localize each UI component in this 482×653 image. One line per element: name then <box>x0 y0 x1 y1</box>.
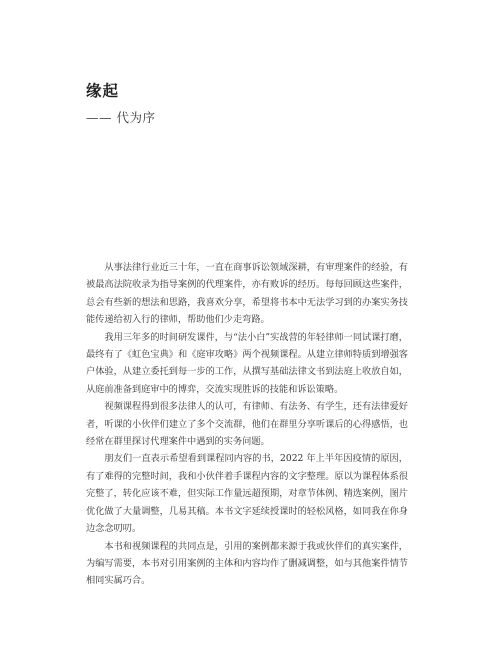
chapter-subtitle: —— 代为序 <box>86 110 156 125</box>
preface-body <box>86 259 408 590</box>
paragraph: 朋友们一直表示希望看到课程同内容的书，2022 年上半年因疫情的原因，有了难得的完整时间，我和小伙伴着手课程内容的文字整理。原以为课程体系很完整了，转化应该不难，但实际工作量远超预期，对章节体例、精选案例，图片优化做了大量调整，几易其稿。本书文字延续授课时的轻松风格，如同我在你身边念念叨叨。 <box>86 453 408 535</box>
chapter-title: 缘起 <box>86 81 120 100</box>
paragraph: 我用三年多的时间研发课件，与“法小白”实战营的年轻律师一同试课打磨，最终有了《虹色宝典》和《庭审攻略》两个视频课程。从建立律师特质到增强客户体验，从建立委托到每一步的工作，从撰写基础法律文书到法庭上收放自如，从庭前准备到庭审中的博弈，交流实现胜诉的技能和诉讼策略。 <box>86 331 408 395</box>
paragraph: 从事法律行业近三十年，一直在商事诉讼领域深耕，有审理案件的经验，有被最高法院收录为指导案例的代理案件，亦有败诉的经历。每每回顾这些案件，总会有些新的想法和思路，我喜欢分享，希望将书本中无法学习到的办案实务技能传递给初入行的律师，帮助他们少走弯路。 <box>86 262 408 326</box>
paragraph: 视频课程得到很多法律人的认可，有律师、有法务、有学生，还有法律爱好者，听课的小伙伴们建立了多个交流群，他们在群里分享听课后的心得感悟，也经常在群里探讨代理案件中遇到的实务问题。 <box>86 401 408 448</box>
paragraph: 本书和视频课程的共同点是，引用的案例都来源于我或伙伴们的真实案件，为编写需要，本书对引用案例的主体和内容均作了删减调整，如与其他案件情节相同实属巧合。 <box>86 540 408 587</box>
